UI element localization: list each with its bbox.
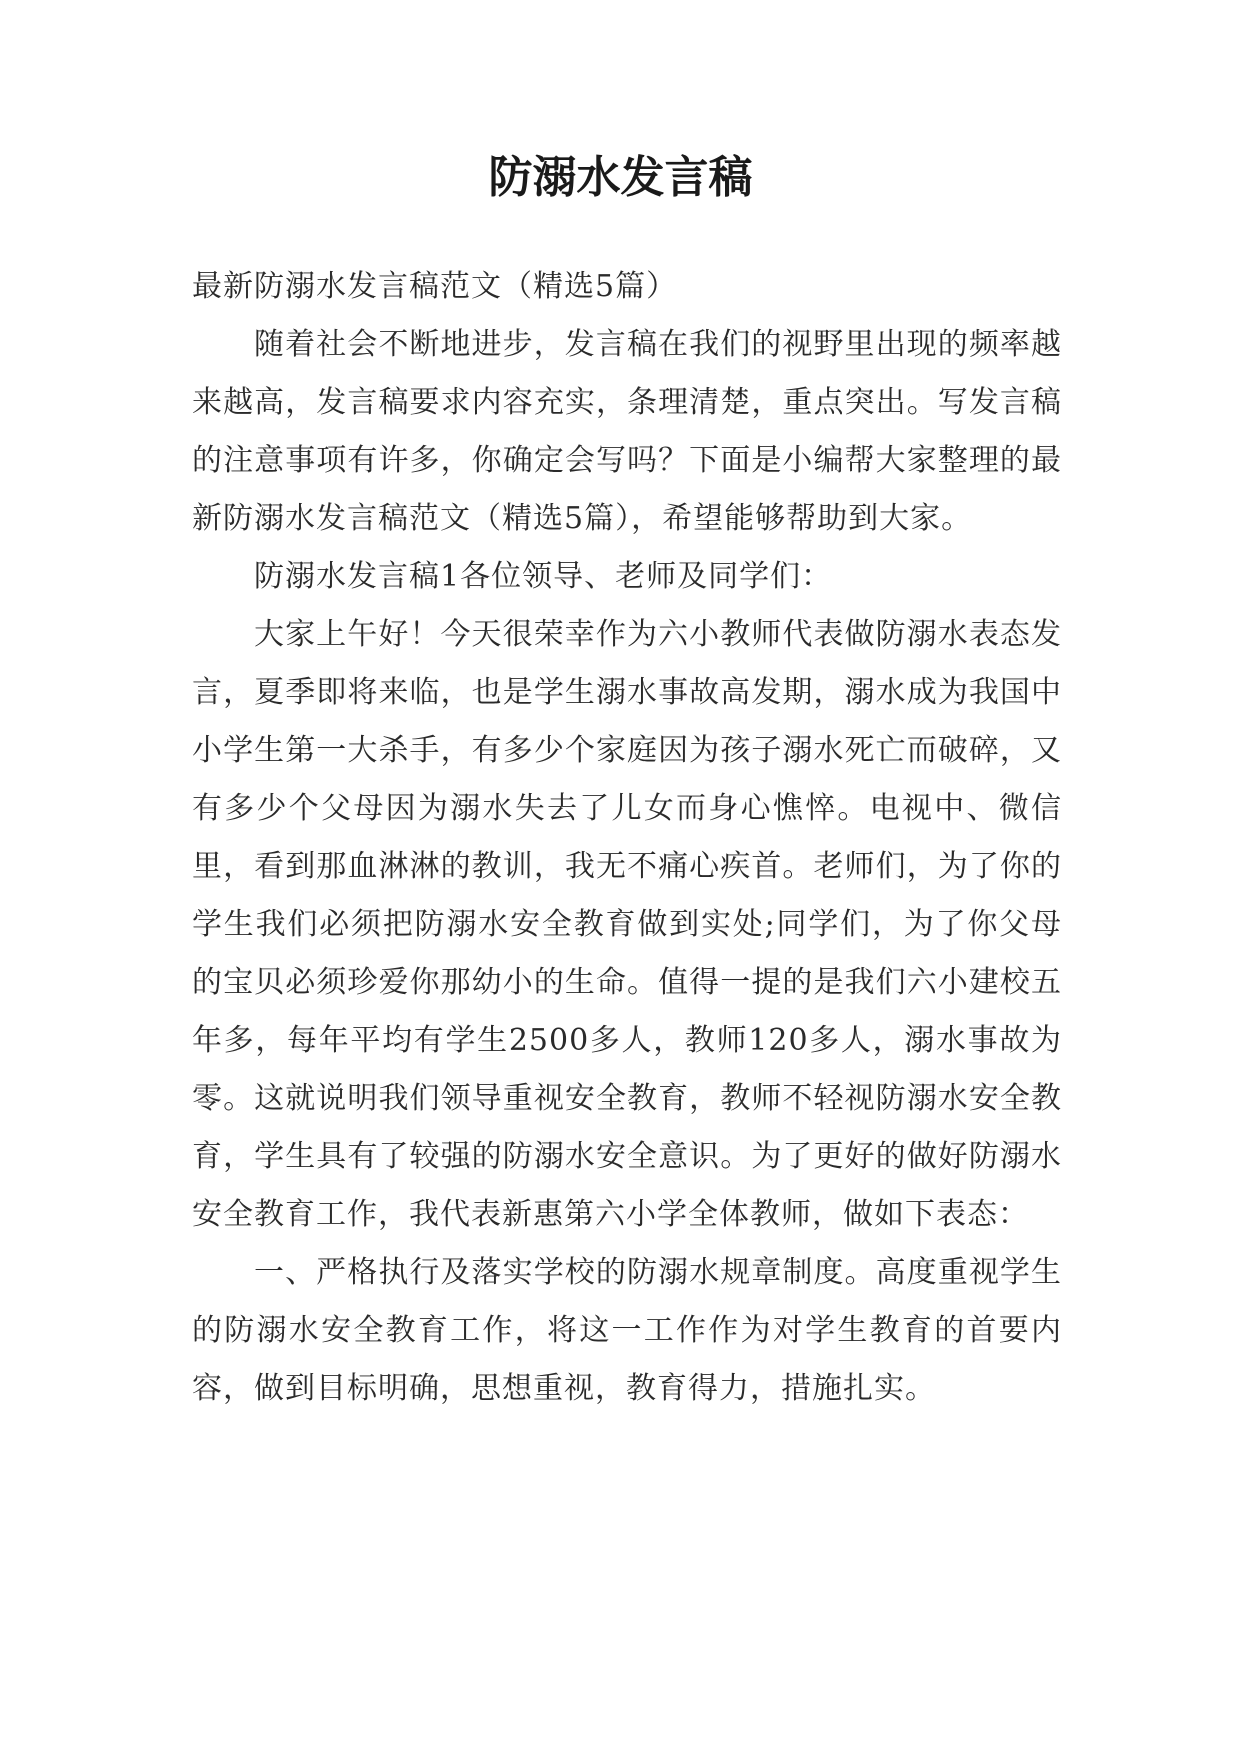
paragraph-point-one: 一、严格执行及落实学校的防溺水规章制度。高度重视学生的防溺水安全教育工作，将这一工作作为对学生教育的首要内容，做到目标明确，思想重视，教育得力，措施扎实。 [192, 1255, 1062, 1406]
document-subtitle: 最新防溺水发言稿范文（精选5篇） [192, 269, 678, 304]
paragraph-speech-body: 大家上午好！今天很荣幸作为六小教师代表做防溺水表态发言，夏季即将来临，也是学生溺水事故高发期，溺水成为我国中小学生第一大杀手，有多少个家庭因为孩子溺水死亡而破碎，又有多少个父母因为溺水失去了儿女而身心憔悴。电视中、微信里，看到那血淋淋的教训，我无不痛心疾首。老师们，为了你的学生我们必须把防溺水安全教育做到实处;同学们，为了你父母的宝贝必须珍爱你那幼小的生命。值得一提的是我们六小建校五年多，每年平均有学生2500多人，教师120多人，溺水事故为零。这就说明我们领导重视安全教育，教师不轻视防溺水安全教育，学生具有了较强的防溺水安全意识。为了更好的做好防溺水安全教育工作，我代表新惠第六小学全体教师，做如下表态： [192, 617, 1062, 1232]
document-title: 防溺水发言稿 [488, 152, 753, 203]
paragraph-intro: 随着社会不断地进步，发言稿在我们的视野里出现的频率越来越高，发言稿要求内容充实，条理清楚，重点突出。写发言稿的注意事项有许多，你确定会写吗？下面是小编帮大家整理的最新防溺水发言稿范文（精选5篇），希望能够帮助到大家。 [192, 327, 1062, 536]
paragraph-salutation: 防溺水发言稿1各位领导、老师及同学们： [254, 559, 833, 594]
document-body [192, 258, 1062, 1418]
